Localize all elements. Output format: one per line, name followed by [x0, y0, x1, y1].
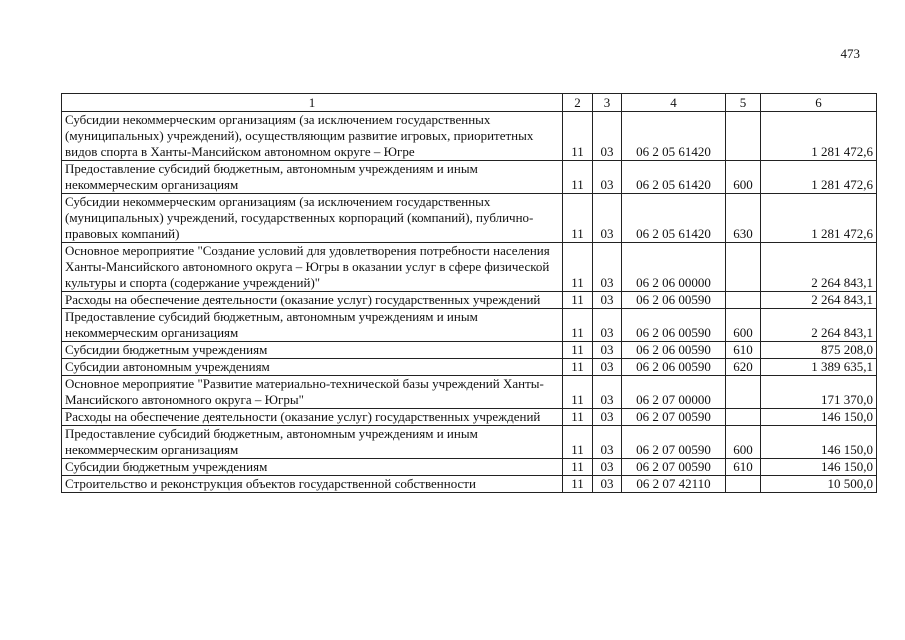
- amount: 1 389 635,1: [761, 359, 877, 376]
- subsection-code: 03: [593, 459, 622, 476]
- subsection-code: 03: [593, 292, 622, 309]
- table-row: [62, 194, 877, 243]
- header-col-6: 6: [761, 94, 877, 112]
- expense-name: Расходы на обеспечение деятельности (оказание услуг) государственных учреждений: [62, 292, 563, 309]
- table-row: [62, 342, 877, 359]
- target-article-code: 06 2 05 61420: [622, 112, 726, 161]
- amount: 875 208,0: [761, 342, 877, 359]
- expense-type-code: 600: [726, 309, 761, 342]
- expense-name: Субсидии некоммерческим организациям (за исключением государственных (муниципальных) учреждений), осуществляющим развитие игровых, приоритетных видов спорта в Ханты-Мансийском автономном округе – Югре: [62, 112, 563, 161]
- expense-name: Основное мероприятие "Развитие материально-технической базы учреждений Ханты-Мансийского автономного округа – Югры": [62, 376, 563, 409]
- header-col-3: 3: [593, 94, 622, 112]
- subsection-code: 03: [593, 476, 622, 493]
- amount: 1 281 472,6: [761, 194, 877, 243]
- subsection-code: 03: [593, 161, 622, 194]
- header-col-5: 5: [726, 94, 761, 112]
- header-row: [62, 94, 877, 112]
- expense-type-code: [726, 243, 761, 292]
- subsection-code: 03: [593, 376, 622, 409]
- subsection-code: 03: [593, 194, 622, 243]
- amount: 146 150,0: [761, 409, 877, 426]
- table-row: [62, 426, 877, 459]
- section-code: 11: [563, 161, 593, 194]
- section-code: 11: [563, 426, 593, 459]
- amount: 2 264 843,1: [761, 292, 877, 309]
- subsection-code: 03: [593, 409, 622, 426]
- section-code: 11: [563, 194, 593, 243]
- table-row: [62, 309, 877, 342]
- target-article-code: 06 2 06 00590: [622, 292, 726, 309]
- section-code: 11: [563, 342, 593, 359]
- subsection-code: 03: [593, 112, 622, 161]
- table-row: [62, 376, 877, 409]
- expense-name: Субсидии автономным учреждениям: [62, 359, 563, 376]
- amount: 146 150,0: [761, 459, 877, 476]
- expense-type-code: 600: [726, 426, 761, 459]
- expense-type-code: [726, 409, 761, 426]
- table-row: [62, 112, 877, 161]
- expense-type-code: 610: [726, 342, 761, 359]
- section-code: 11: [563, 376, 593, 409]
- expense-type-code: [726, 292, 761, 309]
- subsection-code: 03: [593, 359, 622, 376]
- section-code: 11: [563, 112, 593, 161]
- table-row: [62, 476, 877, 493]
- expense-type-code: [726, 112, 761, 161]
- table-row: [62, 161, 877, 194]
- target-article-code: 06 2 06 00000: [622, 243, 726, 292]
- section-code: 11: [563, 309, 593, 342]
- subsection-code: 03: [593, 426, 622, 459]
- target-article-code: 06 2 07 00000: [622, 376, 726, 409]
- expense-name: Предоставление субсидий бюджетным, автономным учреждениям и иным некоммерческим организациям: [62, 309, 563, 342]
- expense-type-code: 620: [726, 359, 761, 376]
- target-article-code: 06 2 07 00590: [622, 426, 726, 459]
- table-row: [62, 359, 877, 376]
- amount: 2 264 843,1: [761, 309, 877, 342]
- target-article-code: 06 2 06 00590: [622, 309, 726, 342]
- expense-type-code: [726, 476, 761, 493]
- table-row: [62, 459, 877, 476]
- table-row: [62, 243, 877, 292]
- expense-name: Расходы на обеспечение деятельности (оказание услуг) государственных учреждений: [62, 409, 563, 426]
- amount: 2 264 843,1: [761, 243, 877, 292]
- expense-type-code: 610: [726, 459, 761, 476]
- subsection-code: 03: [593, 342, 622, 359]
- header-col-4: 4: [622, 94, 726, 112]
- page-number: 473: [840, 46, 860, 61]
- target-article-code: 06 2 06 00590: [622, 359, 726, 376]
- expense-name: Субсидии бюджетным учреждениям: [62, 459, 563, 476]
- expense-name: Субсидии некоммерческим организациям (за исключением государственных (муниципальных) учреждений, государственных корпораций (компаний), публично-правовых компаний): [62, 194, 563, 243]
- target-article-code: 06 2 05 61420: [622, 161, 726, 194]
- expense-name: Предоставление субсидий бюджетным, автономным учреждениям и иным некоммерческим организациям: [62, 426, 563, 459]
- section-code: 11: [563, 409, 593, 426]
- section-code: 11: [563, 476, 593, 493]
- section-code: 11: [563, 243, 593, 292]
- expense-name: Основное мероприятие "Создание условий для удовлетворения потребности населения Ханты-Мансийского автономного округа – Югры в оказании услуг в сфере физической культуры и спорта (содержание учреждений)": [62, 243, 563, 292]
- expense-name: Строительство и реконструкция объектов государственной собственности: [62, 476, 563, 493]
- expense-name: Предоставление субсидий бюджетным, автономным учреждениям и иным некоммерческим организациям: [62, 161, 563, 194]
- target-article-code: 06 2 05 61420: [622, 194, 726, 243]
- amount: 10 500,0: [761, 476, 877, 493]
- section-code: 11: [563, 359, 593, 376]
- target-article-code: 06 2 07 42110: [622, 476, 726, 493]
- expense-name: Субсидии бюджетным учреждениям: [62, 342, 563, 359]
- amount: 1 281 472,6: [761, 112, 877, 161]
- section-code: 11: [563, 459, 593, 476]
- section-code: 11: [563, 292, 593, 309]
- amount: 1 281 472,6: [761, 161, 877, 194]
- target-article-code: 06 2 07 00590: [622, 409, 726, 426]
- budget-table: [61, 93, 877, 493]
- table-row: [62, 292, 877, 309]
- table-row: [62, 409, 877, 426]
- target-article-code: 06 2 07 00590: [622, 459, 726, 476]
- expense-type-code: 630: [726, 194, 761, 243]
- amount: 171 370,0: [761, 376, 877, 409]
- expense-type-code: [726, 376, 761, 409]
- expense-type-code: 600: [726, 161, 761, 194]
- header-col-1: 1: [62, 94, 563, 112]
- subsection-code: 03: [593, 243, 622, 292]
- target-article-code: 06 2 06 00590: [622, 342, 726, 359]
- header-col-2: 2: [563, 94, 593, 112]
- subsection-code: 03: [593, 309, 622, 342]
- amount: 146 150,0: [761, 426, 877, 459]
